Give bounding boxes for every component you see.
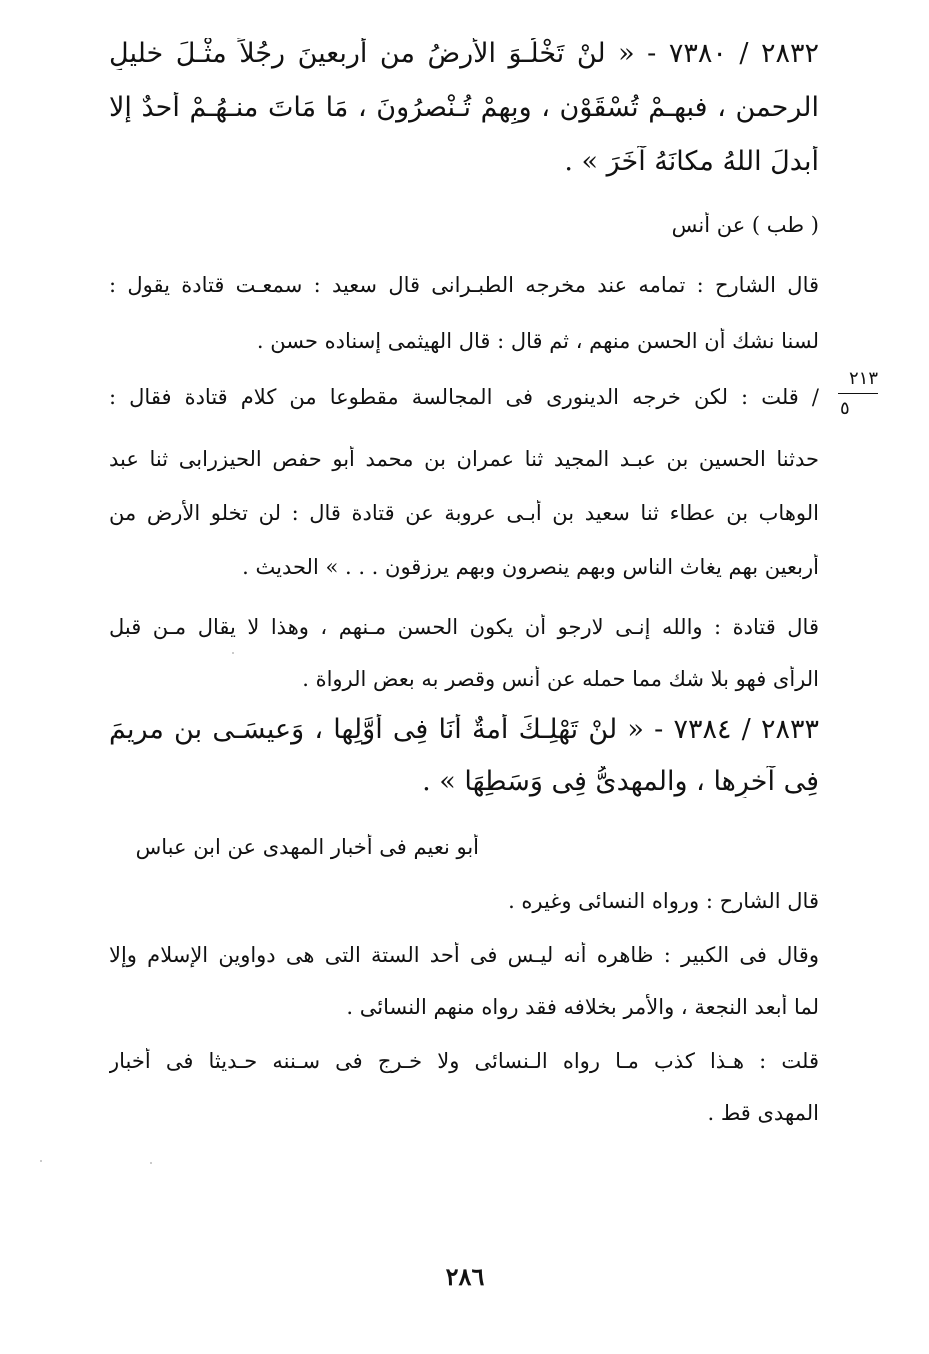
hadith-2832-line-2: الرحمنِ ، فبهِـمْ تُسْقَوْن ، وبِهِمْ تُـنْصرُونَ ، مَا مَاتَ منـهُـمْ أحدٌ إلا (109, 92, 819, 123)
hadith-2832-line-1: ٢٨٣٢ / ٧٣٨٠ - « لنْ تَخْلُـوَ الأرضُ من أربعينَ رجُلاً مثْـلَ خليلِ (109, 38, 819, 69)
hadith-2832-source: ( طب ) عن أنس (671, 213, 819, 237)
isnad-line-3: أربعين بهم يغاث الناس وبهم ينصرون وبهم يرزقون . . . » الحديث . (242, 555, 819, 579)
margin-reference (820, 368, 878, 419)
hadith-2833-source: أبو نعيم فى أخبار المهدى عن ابن عباس (135, 835, 479, 859)
hadith-2833-line-1: ٢٨٣٣ / ٧٣٨٤ - « لنْ تَهْلِـكَ أمةٌ أنَا فِى أوَّلِها ، وَعيسَـى بن مريمَ (109, 714, 819, 745)
qult-line-2: المهدى قط . (707, 1101, 819, 1125)
margin-reference-rule (838, 393, 878, 394)
commentary-2833-line-3: لما أبعد النجعة ، والأمر بخلافه فقد رواه منهم النسائى . (346, 995, 819, 1019)
commentary-2833-line-1: قال الشارح : ورواه النسائى وغيره . (508, 889, 819, 913)
qult-line-1: قلت : هـذا كذب مـا رواه الـنسائى ولا خـرج فى سـننه حـديثا فى أخبار (109, 1049, 819, 1073)
scan-speck (232, 652, 234, 654)
margin-reference-sub: ٥ (840, 398, 850, 419)
qatada-line-2: الرأى فهو بلا شك مما حمله عن أنس وقصر به بعض الرواة . (302, 667, 819, 691)
qatada-line-1: قال قتادة : والله إنـى لارجو أن يكون الحسن مـنهم ، وهذا لا يقال مـن قبل (109, 615, 819, 639)
commentary-line-2: لسنا نشك أن الحسن منهم ، ثم قال : قال الهيثمى إسناده حسن . (256, 329, 819, 353)
isnad-line-1: حدثنا الحسين بن عبـد المجيد ثنا عمران بن محمد أبو حفص الحيزرابى ثنا عبد (109, 447, 819, 471)
scan-speck (40, 1160, 42, 1162)
hadith-2833-line-2: فِى آخرِها ، والمهدىُّ فِى وَسَطِهَا » . (422, 766, 819, 797)
commentary-line-3: / قلت : لكن خرجه الدينورى فى المجالسة مقطوعا من كلام قتادة فقال : (109, 385, 819, 409)
margin-reference-number: ٢١٣ (848, 368, 878, 389)
page-number: ٢٨٦ (445, 1262, 485, 1291)
isnad-line-2: الوهاب بن عطاء ثنا سعيد بن أبـى عروبة عن قتادة قال : لن تخلو الأرض من (109, 501, 819, 525)
commentary-line-1: قال الشارح : تمامه عند مخرجه الطبـرانى قال سعيد : سمعـت قتادة يقول : (109, 273, 819, 297)
commentary-2833-line-2: وقال فى الكبير : ظاهره أنه ليـس فى أحد الستة التى هى دواوين الإسلام وإلا (109, 943, 819, 967)
scan-speck (150, 1162, 152, 1164)
hadith-2832-line-3: أبدلَ اللهُ مكانَهُ آخَرَ » . (564, 146, 819, 177)
